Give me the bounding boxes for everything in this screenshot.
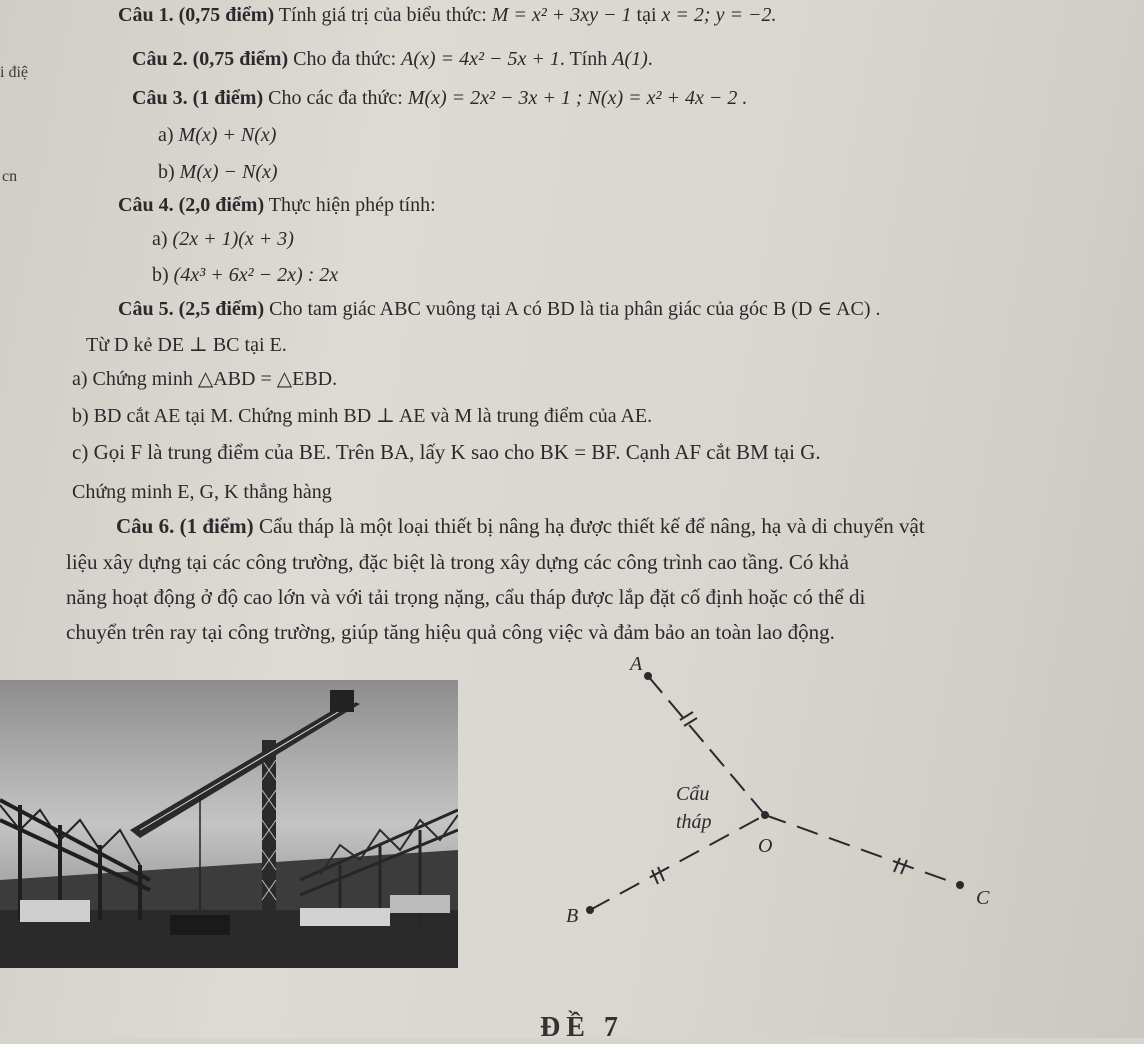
label-c: C <box>976 887 990 909</box>
exam-number: ĐỀ 7 <box>540 1012 624 1043</box>
question-4 <box>118 194 436 217</box>
question-points: (0,75 điểm) <box>192 48 289 70</box>
question-text: tại <box>636 4 657 26</box>
math-expression: x = 2; y = −2. <box>661 4 777 26</box>
question-5-line: Từ D kẻ DE ⊥ BC tại E. <box>86 334 287 356</box>
question-3a <box>158 124 276 147</box>
point-b <box>586 906 594 914</box>
question-text: . <box>647 48 653 70</box>
question-label: Câu 1. <box>118 4 174 26</box>
math-expression: A(1) <box>612 48 648 70</box>
question-text: Cho tam giác ABC vuông tại A có BD là tia phân giác của góc B (D ∈ AC) . <box>269 298 881 320</box>
question-6-line: chuyển trên ray tại công trường, giúp tăng hiệu quả công việc và đảm bảo an toàn lao động. <box>66 620 835 644</box>
question-text: Cho các đa thức: <box>268 87 403 109</box>
math-expression: A(x) = 4x² − 5x + 1 <box>401 48 560 70</box>
question-label: Câu 2. <box>132 48 188 70</box>
question-3b <box>158 161 278 184</box>
math-expression: M(x) + N(x) <box>178 124 277 146</box>
question-5c-line: Chứng minh E, G, K thẳng hàng <box>72 481 332 503</box>
math-expression: (2x + 1)(x + 3) <box>172 228 294 250</box>
question-5 <box>118 296 881 321</box>
edge-text: i điệ <box>0 64 28 81</box>
question-5c: c) Gọi F là trung điểm của BE. Trên BA, lấy K sao cho BK = BF. Cạnh AF cắt BM tại G. <box>72 440 821 464</box>
question-text: Tính giá trị của biểu thức: <box>278 4 487 26</box>
question-text: Cẩu tháp là một loại thiết bị nâng hạ được thiết kế để nâng, hạ và di chuyển vật <box>258 514 925 538</box>
question-text: . Tính <box>559 48 608 70</box>
sub-label: a) <box>158 124 174 146</box>
question-label: Câu 5. <box>118 298 174 320</box>
crane-label: tháp <box>676 811 712 833</box>
question-text: Thực hiện phép tính: <box>268 194 436 216</box>
question-points: (1 điểm) <box>179 514 254 538</box>
question-4a <box>152 228 294 251</box>
question-6-line: năng hoạt động ở độ cao lớn và với tải trọng nặng, cẩu tháp được lắp đặt cố định hoặc có thể di <box>66 585 866 609</box>
question-label: Câu 3. <box>132 87 188 109</box>
question-points: (2,0 điểm) <box>178 194 265 216</box>
question-6-line: liệu xây dựng tại các công trường, đặc biệt là trong xây dựng các công trình cao tầng. Có khả <box>66 550 849 574</box>
sub-label: a) <box>152 228 168 250</box>
question-text: Cho đa thức: <box>293 48 397 70</box>
question-6 <box>116 514 925 539</box>
label-a: A <box>630 653 643 675</box>
crane-label: Cẩu <box>676 783 710 805</box>
point-a <box>644 672 652 680</box>
question-label: Câu 4. <box>118 194 174 216</box>
question-5b: b) BD cắt AE tại M. Chứng minh BD ⊥ AE và M là trung điểm của AE. <box>72 405 653 427</box>
math-expression: M(x) − N(x) <box>179 161 278 183</box>
point-o <box>761 811 769 819</box>
question-3 <box>132 87 747 110</box>
math-expression: M(x) = 2x² − 3x + 1 ; N(x) = x² + 4x − 2 . <box>407 87 748 109</box>
question-2 <box>132 48 653 71</box>
question-label: Câu 6. <box>116 514 175 538</box>
edge-text: cn <box>2 168 18 185</box>
sub-label: b) <box>158 161 175 183</box>
label-b: B <box>566 905 579 927</box>
crane-geometry-diagram <box>530 640 1010 940</box>
question-points: (1 điểm) <box>192 87 264 109</box>
point-c <box>956 881 964 889</box>
math-expression: M = x² + 3xy − 1 <box>491 4 632 26</box>
question-5a: a) Chứng minh △ABD = △EBD. <box>72 368 338 390</box>
label-o: O <box>758 835 773 857</box>
question-4b <box>152 264 338 287</box>
tower-crane-photo <box>0 680 458 968</box>
question-points: (0,75 điểm) <box>178 4 275 26</box>
math-expression: (4x³ + 6x² − 2x) : 2x <box>173 264 339 286</box>
sub-label: b) <box>152 264 169 286</box>
question-points: (2,5 điểm) <box>178 298 265 320</box>
question-1 <box>118 4 776 27</box>
